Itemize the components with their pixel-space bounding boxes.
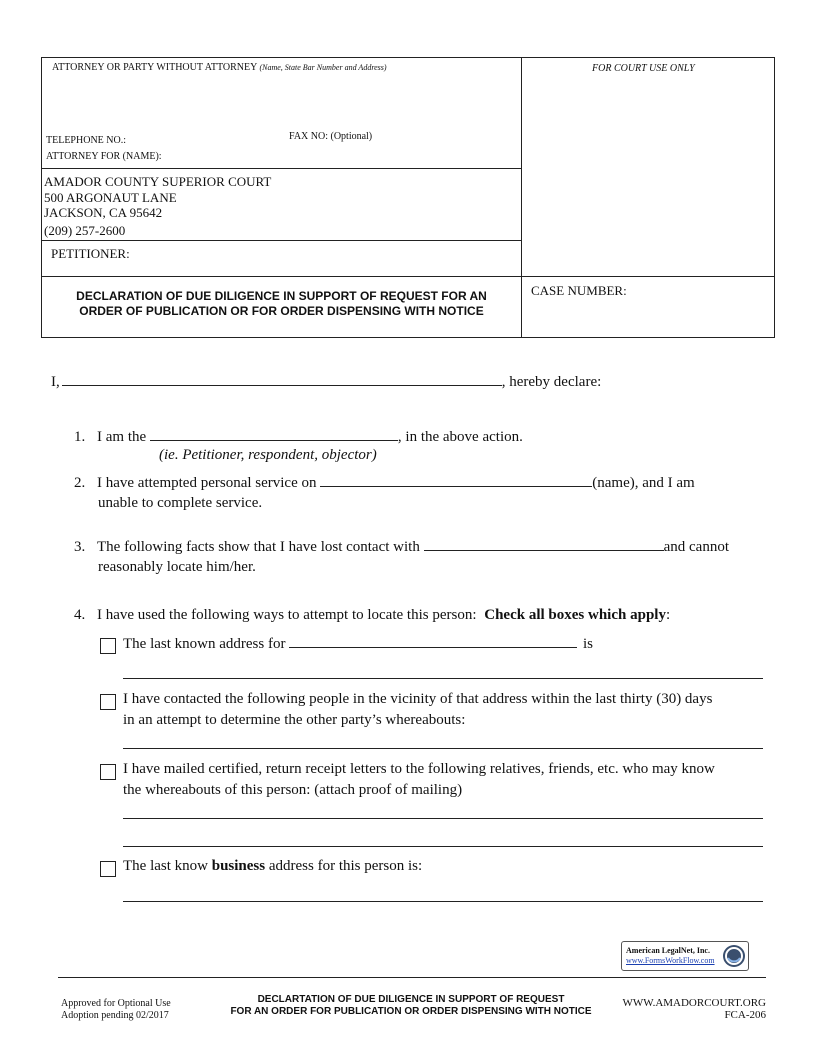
item-3-line2: reasonably locate him/her. bbox=[98, 559, 256, 575]
court-name: AMADOR COUNTY SUPERIOR COURT bbox=[44, 174, 272, 189]
declare-suffix: , hereby declare: bbox=[501, 374, 602, 390]
address-answer-line[interactable] bbox=[123, 678, 763, 679]
checkbox-3-text bbox=[123, 759, 715, 801]
attorney-section-bottom bbox=[41, 168, 522, 169]
address-person-blank[interactable] bbox=[289, 633, 577, 648]
checkbox-1-label: The last known address for bbox=[123, 636, 286, 652]
logo-name: American LegalNet, Inc. bbox=[626, 946, 710, 955]
item-2-line2: unable to complete service. bbox=[98, 495, 263, 511]
checkbox-2-line2: in an attempt to determine the other party’s whereabouts: bbox=[123, 712, 466, 728]
checkbox-4-text bbox=[123, 856, 422, 877]
item-2-suffix: (name), and I am bbox=[592, 475, 695, 491]
item-1-text: I am the bbox=[97, 429, 147, 445]
footer-center bbox=[206, 994, 616, 1018]
attorney-label bbox=[52, 62, 387, 73]
caption-divider bbox=[521, 57, 522, 337]
footer-form-number: FCA-206 bbox=[724, 1009, 766, 1021]
checkbox-4-bold: business bbox=[211, 858, 266, 874]
telephone-label: TELEPHONE NO.: bbox=[46, 135, 126, 146]
attorney-label-text: ATTORNEY OR PARTY WITHOUT ATTORNEY bbox=[52, 62, 257, 73]
served-name-blank[interactable] bbox=[320, 472, 592, 487]
footer-left bbox=[61, 998, 171, 1022]
party-role-blank[interactable] bbox=[150, 426, 398, 441]
last-known-address-checkbox[interactable] bbox=[100, 638, 116, 654]
checkbox-2-line1: I have contacted the following people in the vicinity of that address within the last thirty (30) days bbox=[123, 691, 713, 707]
court-address bbox=[44, 174, 271, 238]
mailed-letters-checkbox[interactable] bbox=[100, 764, 116, 780]
form-title bbox=[42, 289, 521, 319]
footer-title-line2: FOR AN ORDER FOR PUBLICATION OR ORDER DISPENSING WITH NOTICE bbox=[230, 1006, 592, 1017]
court-city: JACKSON, CA 95642 bbox=[44, 205, 163, 220]
item-3 bbox=[74, 536, 729, 558]
checkbox-4-suffix: address for this person is: bbox=[268, 858, 423, 874]
attorney-for-label: ATTORNEY FOR (NAME): bbox=[46, 151, 162, 162]
court-section-bottom bbox=[41, 240, 522, 241]
checkbox-2-text bbox=[123, 689, 712, 731]
case-number-label: CASE NUMBER: bbox=[531, 283, 627, 298]
item-1-hint: (ie. Petitioner, respondent, objector) bbox=[159, 447, 377, 463]
footer-adoption: Adoption pending 02/2017 bbox=[61, 1010, 169, 1021]
item-1-number: 1. bbox=[74, 429, 86, 445]
mailed-answer-line-1[interactable] bbox=[123, 818, 763, 819]
mailed-answer-line-2[interactable] bbox=[123, 846, 763, 847]
item-4-colon: : bbox=[665, 607, 671, 623]
petitioner-section-bottom bbox=[41, 276, 774, 277]
fax-label: FAX NO: (Optional) bbox=[289, 131, 373, 142]
declarant-name-blank[interactable] bbox=[62, 371, 502, 386]
contacted-people-checkbox[interactable] bbox=[100, 694, 116, 710]
item-4-bold: Check all boxes which apply bbox=[484, 607, 666, 623]
business-address-checkbox[interactable] bbox=[100, 861, 116, 877]
checkbox-1-suffix: is bbox=[582, 636, 593, 652]
checkbox-1-text bbox=[123, 633, 593, 655]
checkbox-3-line1: I have mailed certified, return receipt letters to the following relatives, friends, etc. who may know bbox=[123, 761, 715, 777]
petitioner-label: PETITIONER: bbox=[51, 246, 130, 261]
item-2 bbox=[74, 472, 695, 494]
item-1-suffix: , in the above action. bbox=[397, 429, 523, 445]
lost-contact-name-blank[interactable] bbox=[424, 536, 664, 551]
footer-approved: Approved for Optional Use bbox=[61, 998, 171, 1009]
item-4-text: I have used the following ways to attempt to locate this person: bbox=[97, 607, 477, 623]
court-phone: (209) 257-2600 bbox=[44, 222, 126, 238]
business-answer-line[interactable] bbox=[123, 901, 763, 902]
item-3-text: The following facts show that I have lost contact with bbox=[97, 539, 420, 555]
contacted-answer-line[interactable] bbox=[123, 748, 763, 749]
checkbox-3-line2: the whereabouts of this person: (attach proof of mailing) bbox=[123, 782, 463, 798]
court-use-label: FOR COURT USE ONLY bbox=[592, 63, 695, 74]
item-2-text: I have attempted personal service on bbox=[97, 475, 317, 491]
footer-website: WWW.AMADORCOURT.ORG bbox=[622, 997, 766, 1009]
form-title-line2: ORDER OF PUBLICATION OR FOR ORDER DISPENSING WITH NOTICE bbox=[79, 304, 484, 318]
item-2-number: 2. bbox=[74, 475, 86, 491]
item-4 bbox=[74, 605, 670, 626]
footer-rule bbox=[58, 977, 766, 978]
globe-icon bbox=[722, 944, 746, 968]
form-title-line1: DECLARATION OF DUE DILIGENCE IN SUPPORT OF REQUEST FOR AN bbox=[76, 289, 487, 303]
declaration-line bbox=[51, 371, 601, 393]
footer-right bbox=[606, 997, 766, 1021]
item-3-number: 3. bbox=[74, 539, 86, 555]
court-street: 500 ARGONAUT LANE bbox=[44, 189, 177, 205]
item-4-number: 4. bbox=[74, 607, 86, 623]
logo-url[interactable]: www.FormsWorkFlow.com bbox=[626, 956, 715, 965]
declare-prefix: I, bbox=[51, 374, 60, 390]
legalnet-logo bbox=[621, 941, 749, 971]
checkbox-4-label: The last know bbox=[123, 858, 208, 874]
item-3-suffix: and cannot bbox=[663, 539, 729, 555]
footer-title-line1: DECLARTATION OF DUE DILIGENCE IN SUPPORT OF REQUEST bbox=[257, 994, 565, 1005]
attorney-label-sub: (Name, State Bar Number and Address) bbox=[259, 63, 387, 72]
